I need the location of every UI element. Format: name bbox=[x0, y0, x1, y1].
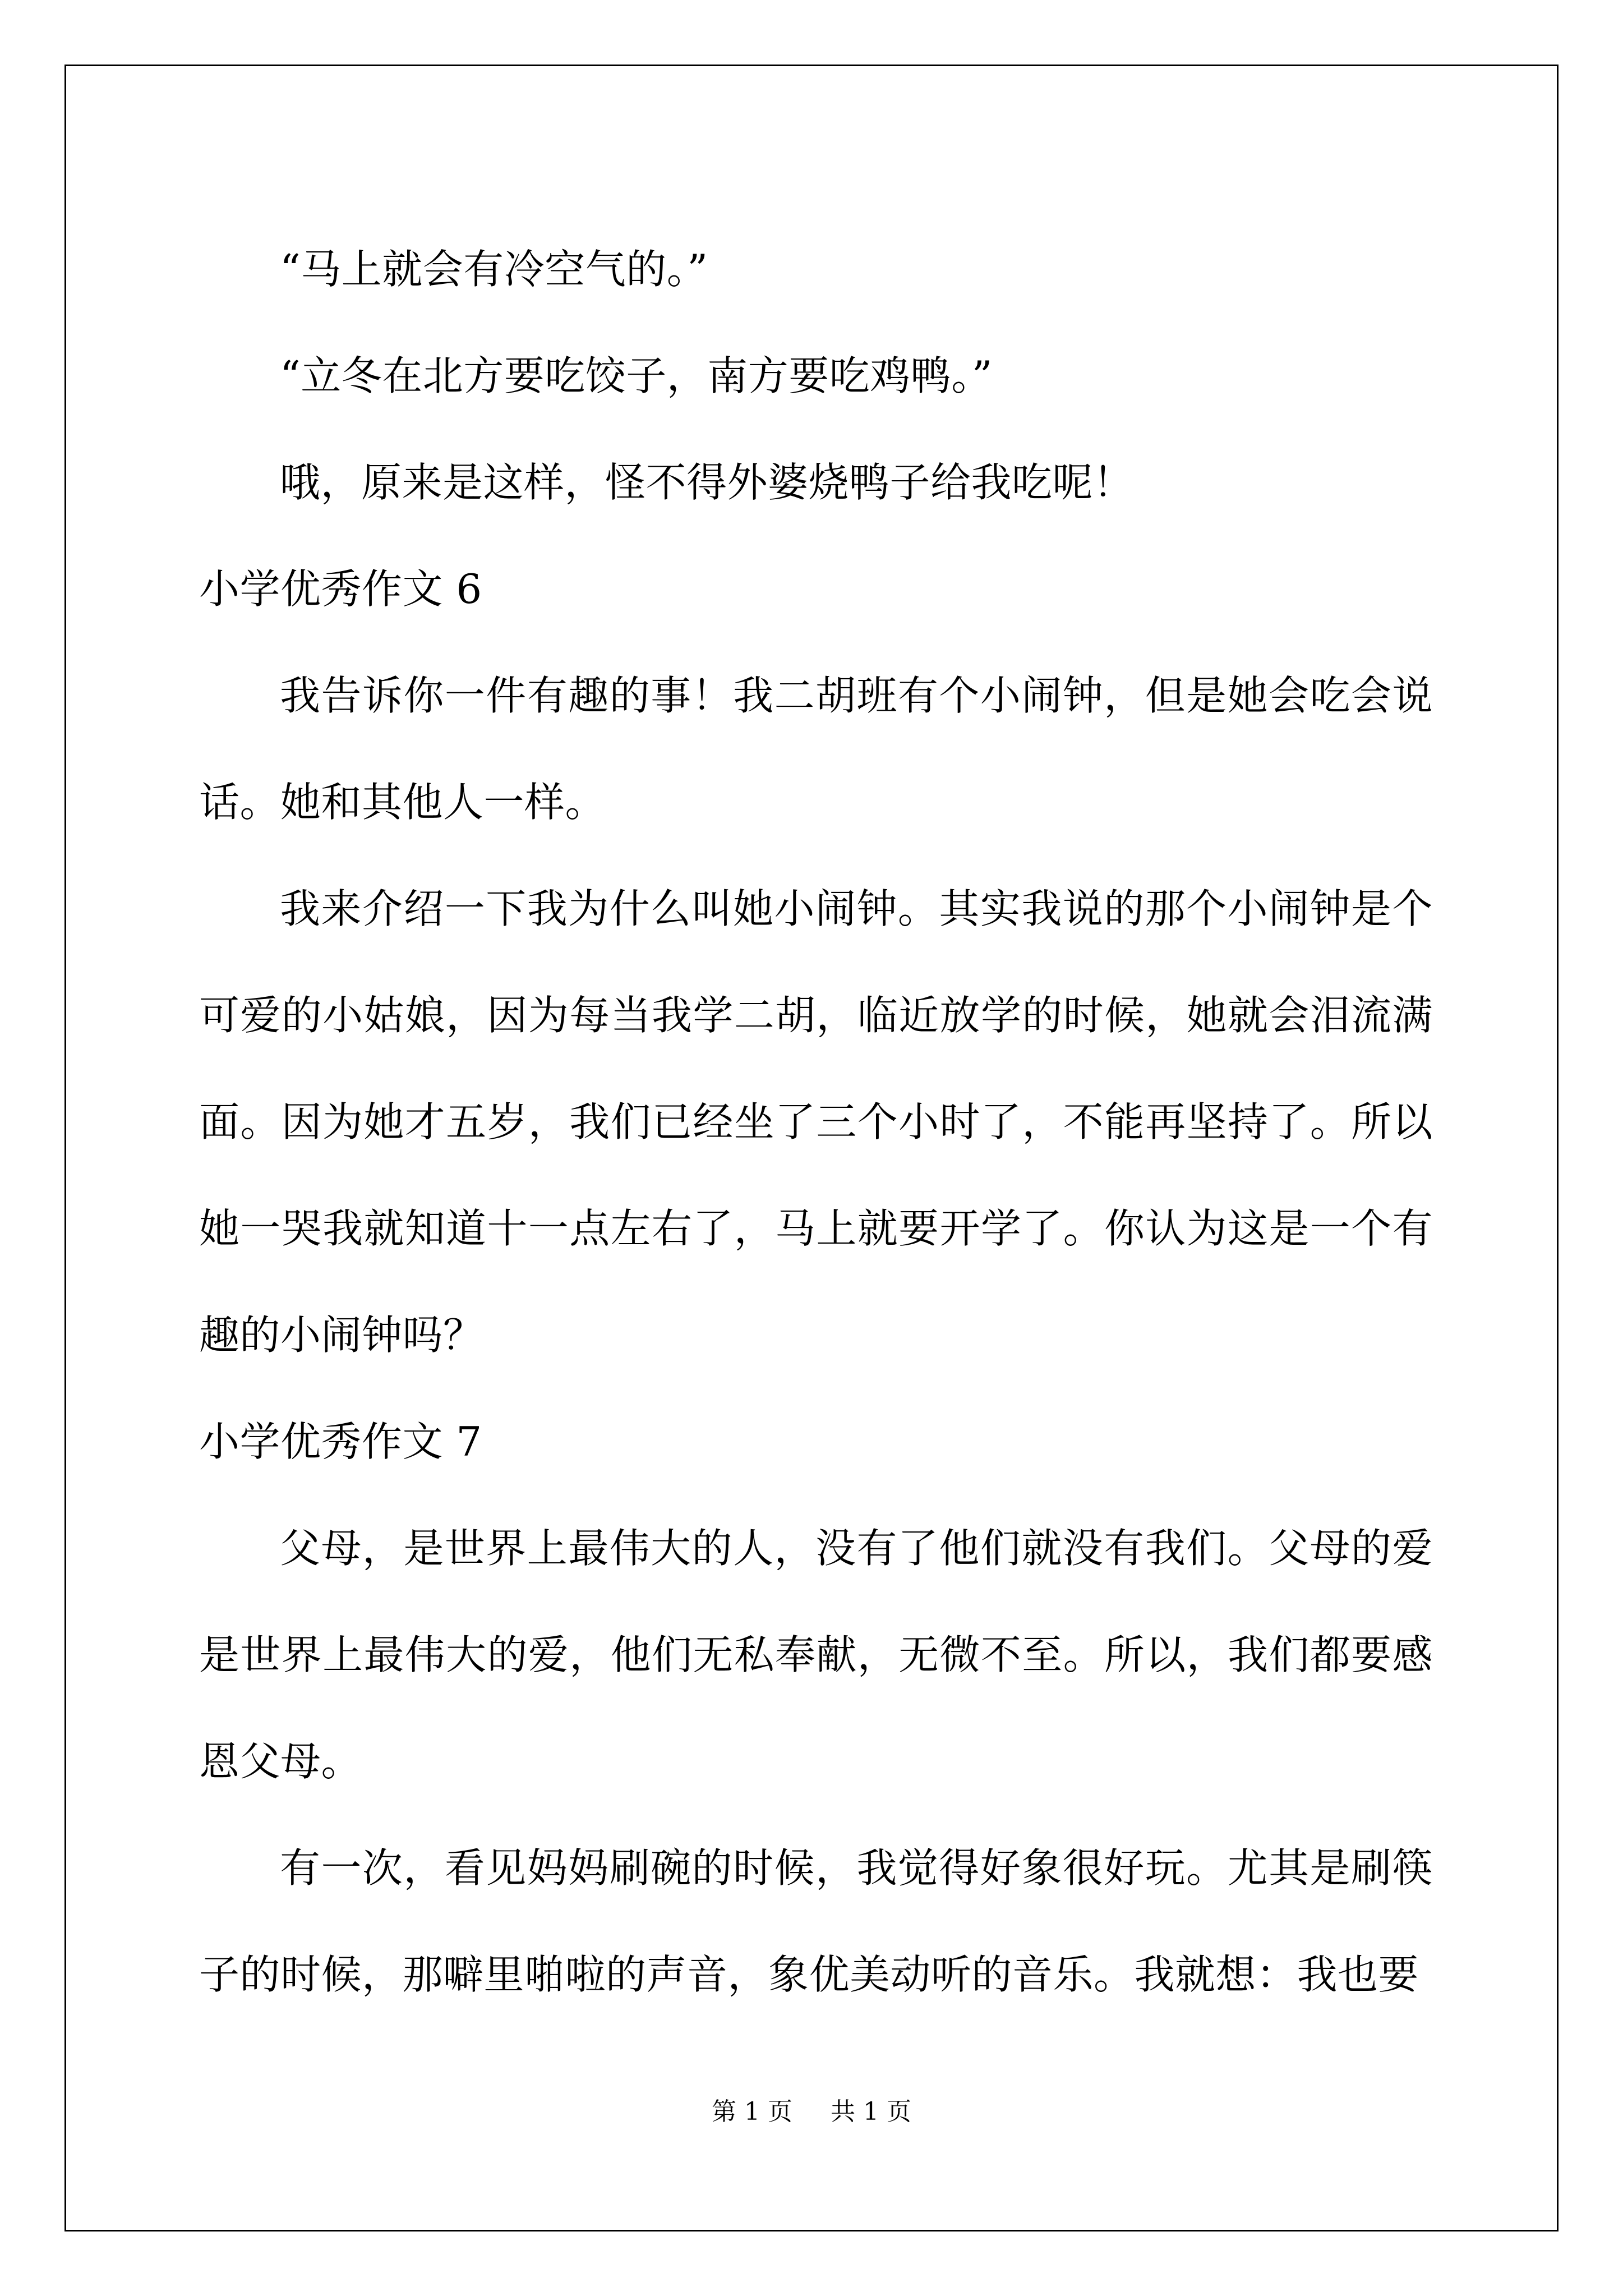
document-body bbox=[199, 216, 1433, 2028]
paragraph: 哦，原来是这样，怪不得外婆烧鸭子给我吃呢！ bbox=[280, 459, 1134, 506]
paragraph: 有一次，看见妈妈刷碗的时候，我觉得好象很好玩。尤其是刷筷子的时候，那噼里啪啦的声音，象优美动听的音乐。我就想：我也要 bbox=[199, 1844, 1433, 1998]
section-heading: 小学优秀作文 6 bbox=[199, 565, 482, 613]
section-heading: 小学优秀作文 7 bbox=[199, 1418, 482, 1465]
page-footer bbox=[0, 2095, 1623, 2129]
paragraph: “马上就会有冷空气的。” bbox=[280, 246, 708, 293]
paragraph: “立冬在北方要吃饺子，南方要吃鸡鸭。” bbox=[280, 352, 993, 399]
paragraph: 我来介绍一下我为什么叫她小闹钟。其实我说的那个小闹钟是个可爱的小姑娘，因为每当我学二胡，临近放学的时候，她就会泪流满面。因为她才五岁，我们已经坐了三个小时了，不能再坚持了。所以她一哭我就知道十一点左右了，马上就要开学了。你认为这是一个有趣的小闹钟吗？ bbox=[199, 885, 1433, 1359]
paragraph: 我告诉你一件有趣的事！我二胡班有个小闹钟，但是她会吃会说话。她和其他人一样。 bbox=[199, 672, 1433, 826]
paragraph: 父母，是世界上最伟大的人，没有了他们就没有我们。父母的爱是世界上最伟大的爱，他们无私奉献，无微不至。所以，我们都要感恩父母。 bbox=[199, 1525, 1433, 1785]
page-number: 第 1 页 bbox=[712, 2097, 792, 2126]
page-total: 共 1 页 bbox=[831, 2097, 911, 2126]
